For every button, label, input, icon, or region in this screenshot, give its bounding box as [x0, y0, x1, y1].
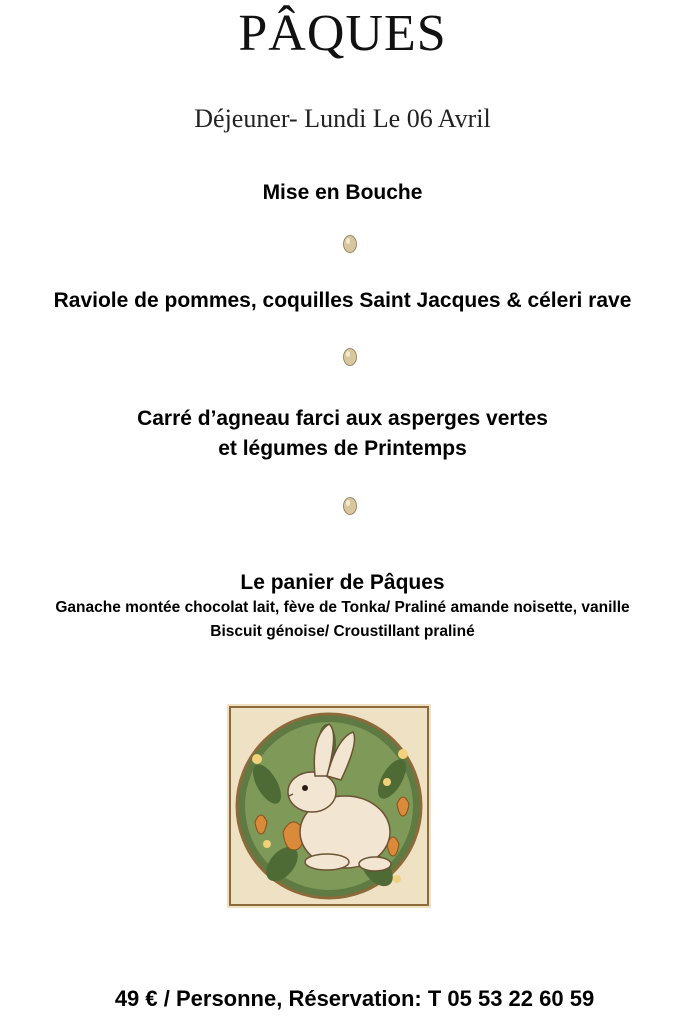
- easter-bunny-illustration: [227, 704, 431, 908]
- course-mise-en-bouche: Mise en Bouche: [262, 181, 423, 204]
- course-agneau: [0, 404, 685, 464]
- event-subtitle: Déjeuner- Lundi Le 06 Avril: [194, 104, 491, 133]
- dessert-line2: Biscuit génoise/ Croustillant praliné: [210, 623, 475, 640]
- price-reservation: 49 € / Personne, Réservation: T 05 53 22 60 59: [114, 986, 595, 1011]
- dessert-description: [0, 596, 685, 644]
- dessert-line1: Ganache montée chocolat lait, fève de Tonka/ Praliné amande noisette, vanille: [55, 599, 630, 616]
- course-raviole: Raviole de pommes, coquilles Saint Jacques & céleri rave: [53, 289, 632, 312]
- egg-icon: [342, 346, 358, 366]
- page-title: PÂQUES: [238, 5, 447, 62]
- dessert-title: Le panier de Pâques: [240, 571, 445, 594]
- course-agneau-line2: et légumes de Printemps: [218, 437, 467, 460]
- course-agneau-line1: Carré d’agneau farci aux asperges vertes: [137, 407, 548, 430]
- egg-icon: [342, 233, 358, 253]
- egg-icon: [342, 495, 358, 515]
